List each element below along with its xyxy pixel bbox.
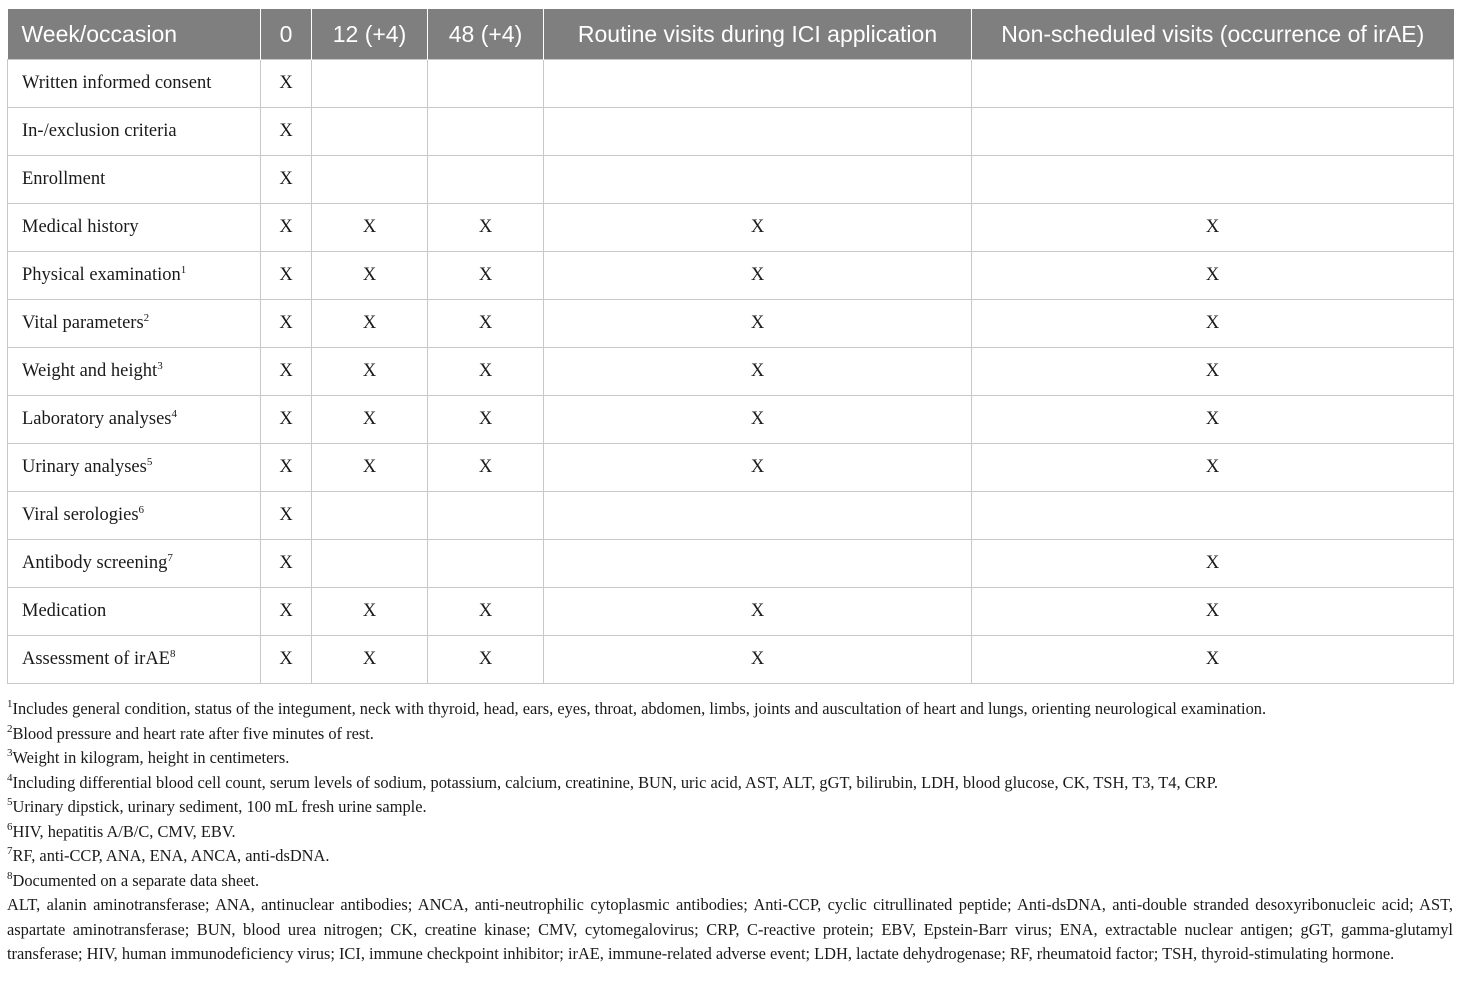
table-row [8,348,1454,396]
table-cell: X [544,636,972,684]
row-label [8,396,261,444]
footnote-marker: 6 [138,504,145,516]
header-routine-visits: Routine visits during ICI application [544,9,972,60]
header-week-occasion: Week/occasion [8,9,261,60]
table-cell [428,108,544,156]
header-week-12: 12 (+4) [312,9,428,60]
table-cell [428,540,544,588]
schedule-table-container [7,9,1453,684]
table-cell: X [261,204,312,252]
table-row [8,252,1454,300]
footnote [7,771,1453,796]
abbreviations-note: ALT, alanin aminotransferase; ANA, antinuclear antibodies; ANCA, anti-neutrophilic cytoplasmic antibodies; Anti-CCP, cyclic citrullinated peptide; Anti-dsDNA, anti-double stranded desoxyribonucleic acid; AST, aspartate aminotransferase; BUN, blood urea nitrogen; CK, creatine kinase; CMV, cytomegalovirus; CRP, C-reactive protein; EBV, Epstein-Barr virus; ENA, extractable nuclear antigen; gGT, gamma-glutamyl transferase; HIV, human immunodeficiency virus; ICI, immune checkpoint inhibitor; irAE, immune-related adverse event; LDH, lactate dehydrogenase; RF, rheumatoid factor; TSH, thyroid-stimulating hormone. [7,895,1453,963]
table-cell: X [972,300,1454,348]
table-cell: X [544,588,972,636]
table-cell: X [261,300,312,348]
row-label [8,636,261,684]
visit-schedule-table [7,9,1454,684]
table-cell [972,108,1454,156]
table-row [8,540,1454,588]
table-cell: X [261,444,312,492]
table-cell: X [972,396,1454,444]
table-cell [544,156,972,204]
table-cell [428,60,544,108]
footnote-marker: 3 [157,360,163,372]
table-cell [312,60,428,108]
table-cell [312,108,428,156]
row-label [8,540,261,588]
table-row [8,300,1454,348]
table-cell: X [261,60,312,108]
footnote-text: Documented on a separate data sheet. [12,870,260,890]
footnote-text: Urinary dipstick, urinary sediment, 100 mL fresh urine sample. [12,797,427,816]
table-cell: X [972,636,1454,684]
row-label-text: Weight and height [22,361,158,381]
table-row [8,108,1454,156]
table-row [8,156,1454,204]
footnote-marker: 7 [167,552,173,564]
table-cell: X [261,636,312,684]
table-cell: X [428,252,544,300]
footnote [7,869,1453,894]
footnote-number: 3 [7,747,13,759]
row-label [8,108,261,156]
table-cell: X [261,252,312,300]
footnote-number: 4 [7,771,13,784]
table-header-row [8,9,1454,60]
table-cell [312,540,428,588]
footnote-text: Blood pressure and heart rate after five minutes of rest. [12,723,374,743]
table-cell: X [312,588,428,636]
footnote [7,722,1453,747]
row-label-text: Enrollment [22,169,106,189]
table-cell: X [428,348,544,396]
row-label-text: Urinary analyses [22,457,147,477]
table-cell: X [261,108,312,156]
row-label [8,156,261,204]
row-label-text: Written informed consent [22,73,212,93]
row-label-text: Physical examination [22,265,181,285]
table-cell: X [972,444,1454,492]
table-cell [972,60,1454,108]
table-cell [428,492,544,540]
table-cell [544,540,972,588]
footnote-text: RF, anti-CCP, ANA, ENA, ANCA, anti-dsDNA. [12,846,330,865]
row-label-text: Assessment of irAE [22,649,170,669]
table-cell: X [544,444,972,492]
row-label [8,252,261,300]
row-label [8,588,261,636]
table-cell: X [312,396,428,444]
footnote-text: Weight in kilogram, height in centimeters. [12,748,290,767]
table-cell: X [312,204,428,252]
row-label [8,300,261,348]
table-cell: X [428,204,544,252]
table-cell [972,156,1454,204]
footnote-number: 8 [7,869,13,882]
table-cell [544,492,972,540]
footnote-text: Includes general condition, status of the integument, neck with thyroid, head, ears, eyes, throat, abdomen, limbs, joints and auscultation of heart and lungs, orienting neurological examination. [12,699,1267,718]
table-cell [312,156,428,204]
table-cell [544,60,972,108]
footnote-marker: 2 [143,312,150,324]
row-label-text: Medical history [22,217,139,237]
table-cell: X [428,444,544,492]
row-label-text: Laboratory analyses [22,409,172,429]
table-row [8,60,1454,108]
row-label-text: Antibody screening [22,553,168,573]
table-cell: X [261,540,312,588]
table-cell: X [972,252,1454,300]
table-cell: X [312,444,428,492]
footnote-marker: 4 [171,408,177,420]
table-cell: X [261,396,312,444]
table-row [8,636,1454,684]
footnote [7,820,1453,845]
row-label-text: Viral serologies [22,505,139,525]
footnote [7,795,1453,820]
table-row [8,588,1454,636]
row-label [8,492,261,540]
row-label-text: Vital parameters [22,313,144,333]
table-cell: X [261,588,312,636]
row-label-text: In-/exclusion criteria [22,121,177,141]
row-label [8,60,261,108]
table-cell [972,492,1454,540]
table-cell: X [261,156,312,204]
footnote-number: 7 [7,845,13,857]
footnote-text: HIV, hepatitis A/B/C, CMV, EBV. [12,821,236,841]
footnote [7,844,1453,869]
footnote-marker: 5 [146,456,153,468]
footnote [7,697,1453,722]
table-notes [7,697,1453,967]
table-cell: X [428,396,544,444]
footnote-number: 1 [7,698,13,710]
table-cell: X [544,300,972,348]
table-cell: X [261,348,312,396]
header-week-48: 48 (+4) [428,9,544,60]
row-label-text: Medication [22,601,107,621]
table-cell [428,156,544,204]
footnote-number: 6 [7,820,13,833]
table-cell: X [544,252,972,300]
table-cell: X [428,588,544,636]
footnote-number: 5 [7,796,13,808]
footnote-number: 2 [7,722,13,735]
footnote-marker: 1 [180,264,187,276]
table-row [8,396,1454,444]
table-cell: X [312,348,428,396]
table-cell: X [312,636,428,684]
footnote [7,746,1453,771]
table-cell: X [428,636,544,684]
table-cell: X [972,588,1454,636]
table-cell: X [972,204,1454,252]
table-body [8,60,1454,684]
table-cell: X [544,348,972,396]
table-cell: X [312,300,428,348]
table-row [8,204,1454,252]
table-row [8,444,1454,492]
table-cell: X [544,396,972,444]
table-cell: X [312,252,428,300]
table-cell: X [544,204,972,252]
row-label [8,204,261,252]
table-cell: X [972,540,1454,588]
header-week-0: 0 [261,9,312,60]
row-label [8,444,261,492]
table-cell: X [972,348,1454,396]
table-cell: X [428,300,544,348]
table-cell [312,492,428,540]
header-non-scheduled-visits: Non-scheduled visits (occurrence of irAE) [972,9,1454,60]
table-cell [544,108,972,156]
table-cell: X [261,492,312,540]
footnote-text: Including differential blood cell count, serum levels of sodium, potassium, calcium, creatinine, BUN, uric acid, AST, ALT, gGT, bilirubin, LDH, blood glucose, CK, TSH, T3, T4, CRP. [12,772,1218,792]
table-row [8,492,1454,540]
footnote-marker: 8 [169,648,176,660]
row-label [8,348,261,396]
